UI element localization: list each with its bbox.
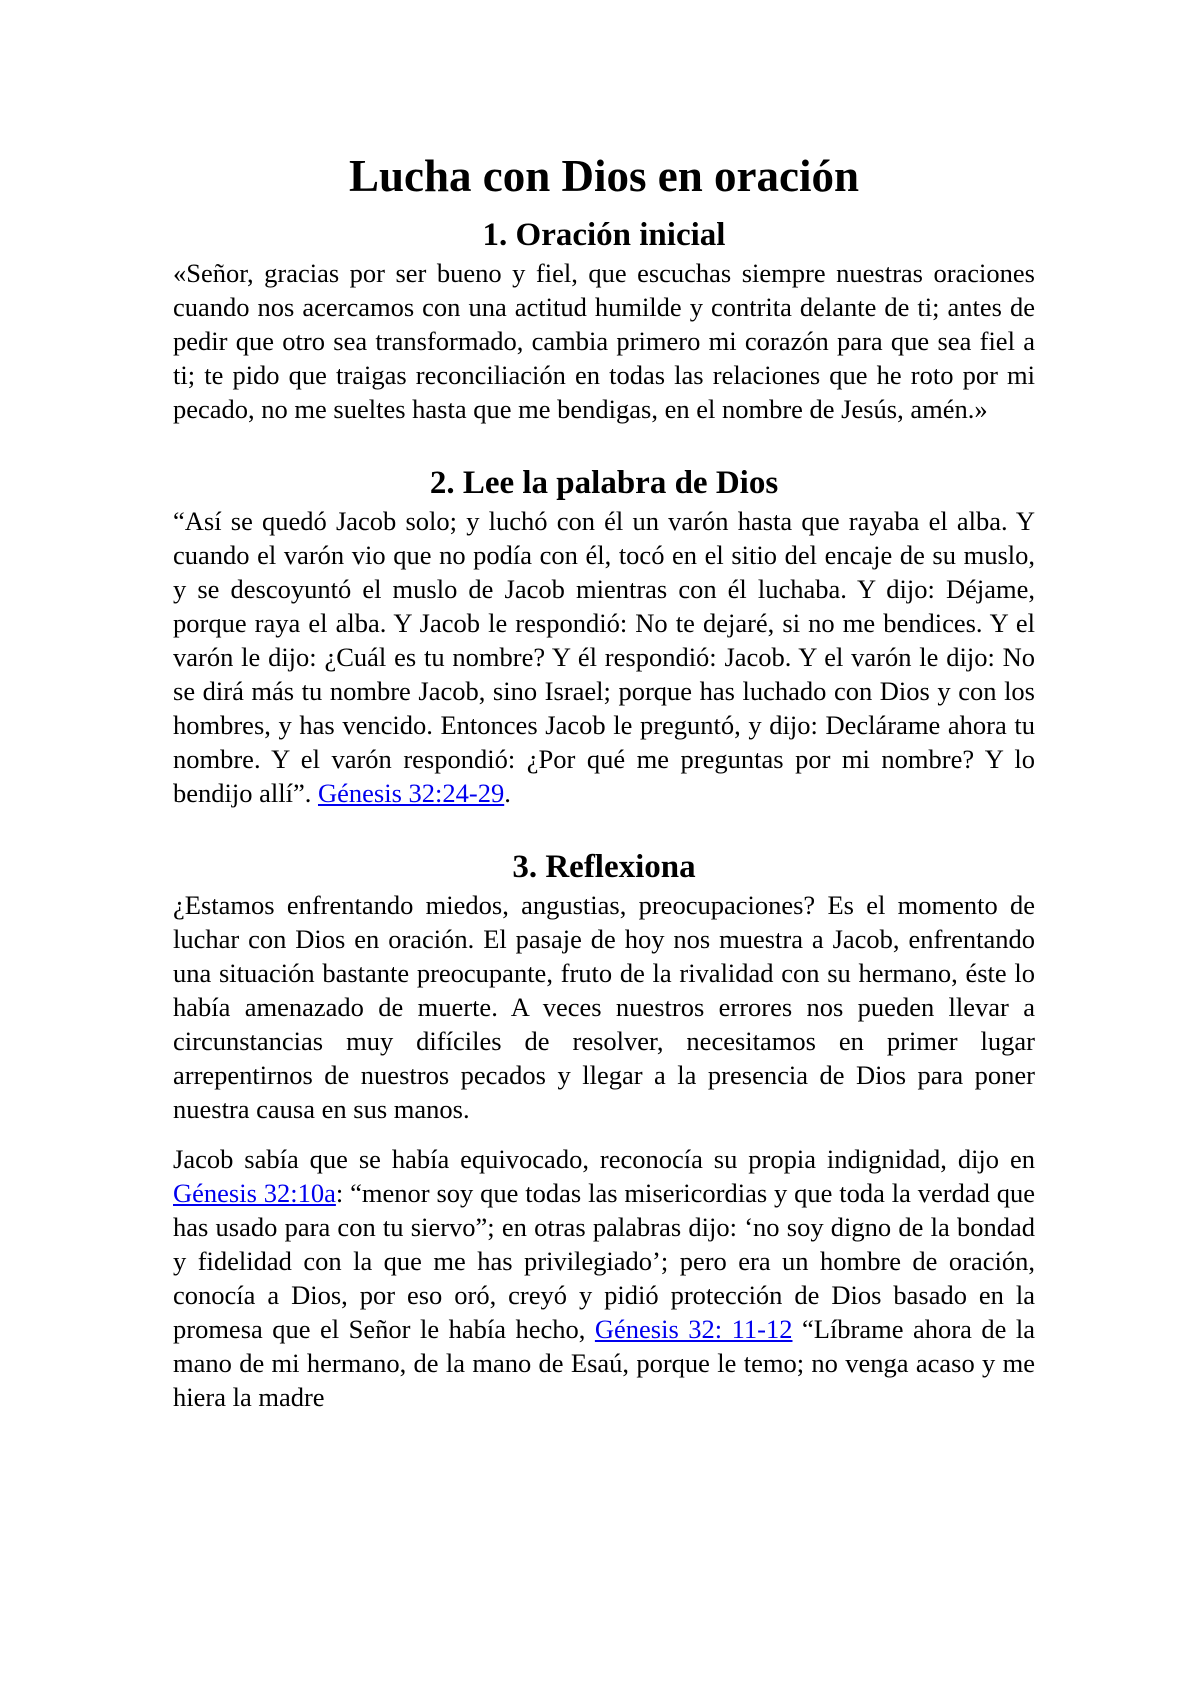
reflection-paragraph-1: ¿Estamos enfrentando miedos, angustias, preocupaciones? Es el momento de luchar con Dios en oración. El pasaje de hoy nos muestra a Jacob, enfrentando una situación bastante preocupante, fruto de la rivalidad con su hermano, éste lo había amenazado de muerte. A veces nuestros errores nos pueden llevar a circunstancias muy difíciles de resolver, necesitamos en primer lugar arrepentirnos de nuestros pecados y llegar a la presencia de Dios para poner nuestra causa en sus manos.	[173, 890, 1035, 1124]
reflection-text-part-1: Jacob sabía que se había equivocado, reconocía su propia indignidad, dijo en	[173, 1144, 1035, 1174]
reflection-paragraph-2	[173, 1142, 1035, 1414]
scripture-reference-link[interactable]: Génesis 32:24-29	[317, 778, 505, 808]
section-heading-3: 3. Reflexiona	[512, 849, 696, 885]
opening-prayer-paragraph: «Señor, gracias por ser bueno y fiel, que escuchas siempre nuestras oraciones cuando nos acercamos con una actitud humilde y contrita delante de ti; antes de pedir que otro sea transformado, cambia primero mi corazón para que sea fiel a ti; te pido que traigas reconciliación en todas las relaciones que he roto por mi pecado, no me sueltes hasta que me bendigas, en el nombre de Jesús, amén.»	[173, 258, 1035, 424]
spacer	[173, 810, 1035, 846]
genesis-32-11-12-link[interactable]: Génesis 32: 11-12	[594, 1314, 793, 1344]
spacer	[173, 1126, 1035, 1142]
scripture-text: “Así se quedó Jacob solo; y luchó con él un varón hasta que rayaba el alba. Y cuando el varón vio que no podía con él, tocó en el sitio del encaje de su muslo, y se descoyuntó el muslo de Jacob mientras con él luchaba. Y dijo: Déjame, porque raya el alba. Y Jacob le respondió: No te dejaré, si no me bendices. Y el varón le dijo: ¿Cuál es tu nombre? Y él respondió: Jacob. Y el varón le dijo: No se dirá más tu nombre Jacob, sino Israel; porque has luchado con Dios y con los hombres, y has vencido. Entonces Jacob le preguntó, y dijo: Declárame ahora tu nombre. Y el varón respondió: ¿Por qué me preguntas por mi nombre? Y lo bendijo allí”.	[173, 506, 1035, 808]
reflection-text-part-3: “Líbrame ahora de la mano de mi hermano, de la mano de Esaú, porque le temo; no venga acaso y me hiera la madre	[173, 1314, 1035, 1412]
spacer	[173, 426, 1035, 462]
scripture-end-punct: .	[504, 778, 511, 808]
reflection-text-part-2: : “menor soy que todas las misericordias y que toda la verdad que has usado para con tu siervo”; en otras palabras dijo: ‘no soy digno de la bondad y fidelidad con la que me has privilegiado’; pero era un hombre de oración, conocía a Dios, por eso oró, creyó y pidió protección de Dios basado en la promesa que el Señor le había hecho,	[173, 1178, 1036, 1344]
section-heading-2: 2. Lee la palabra de Dios	[429, 465, 779, 501]
section-heading-1: 1. Oración inicial	[482, 217, 726, 253]
document-page	[173, 148, 1035, 1414]
scripture-paragraph	[173, 504, 1035, 810]
document-title: Lucha con Dios en oración	[348, 151, 860, 201]
genesis-32-10a-link[interactable]: Génesis 32:10a	[173, 1178, 336, 1208]
